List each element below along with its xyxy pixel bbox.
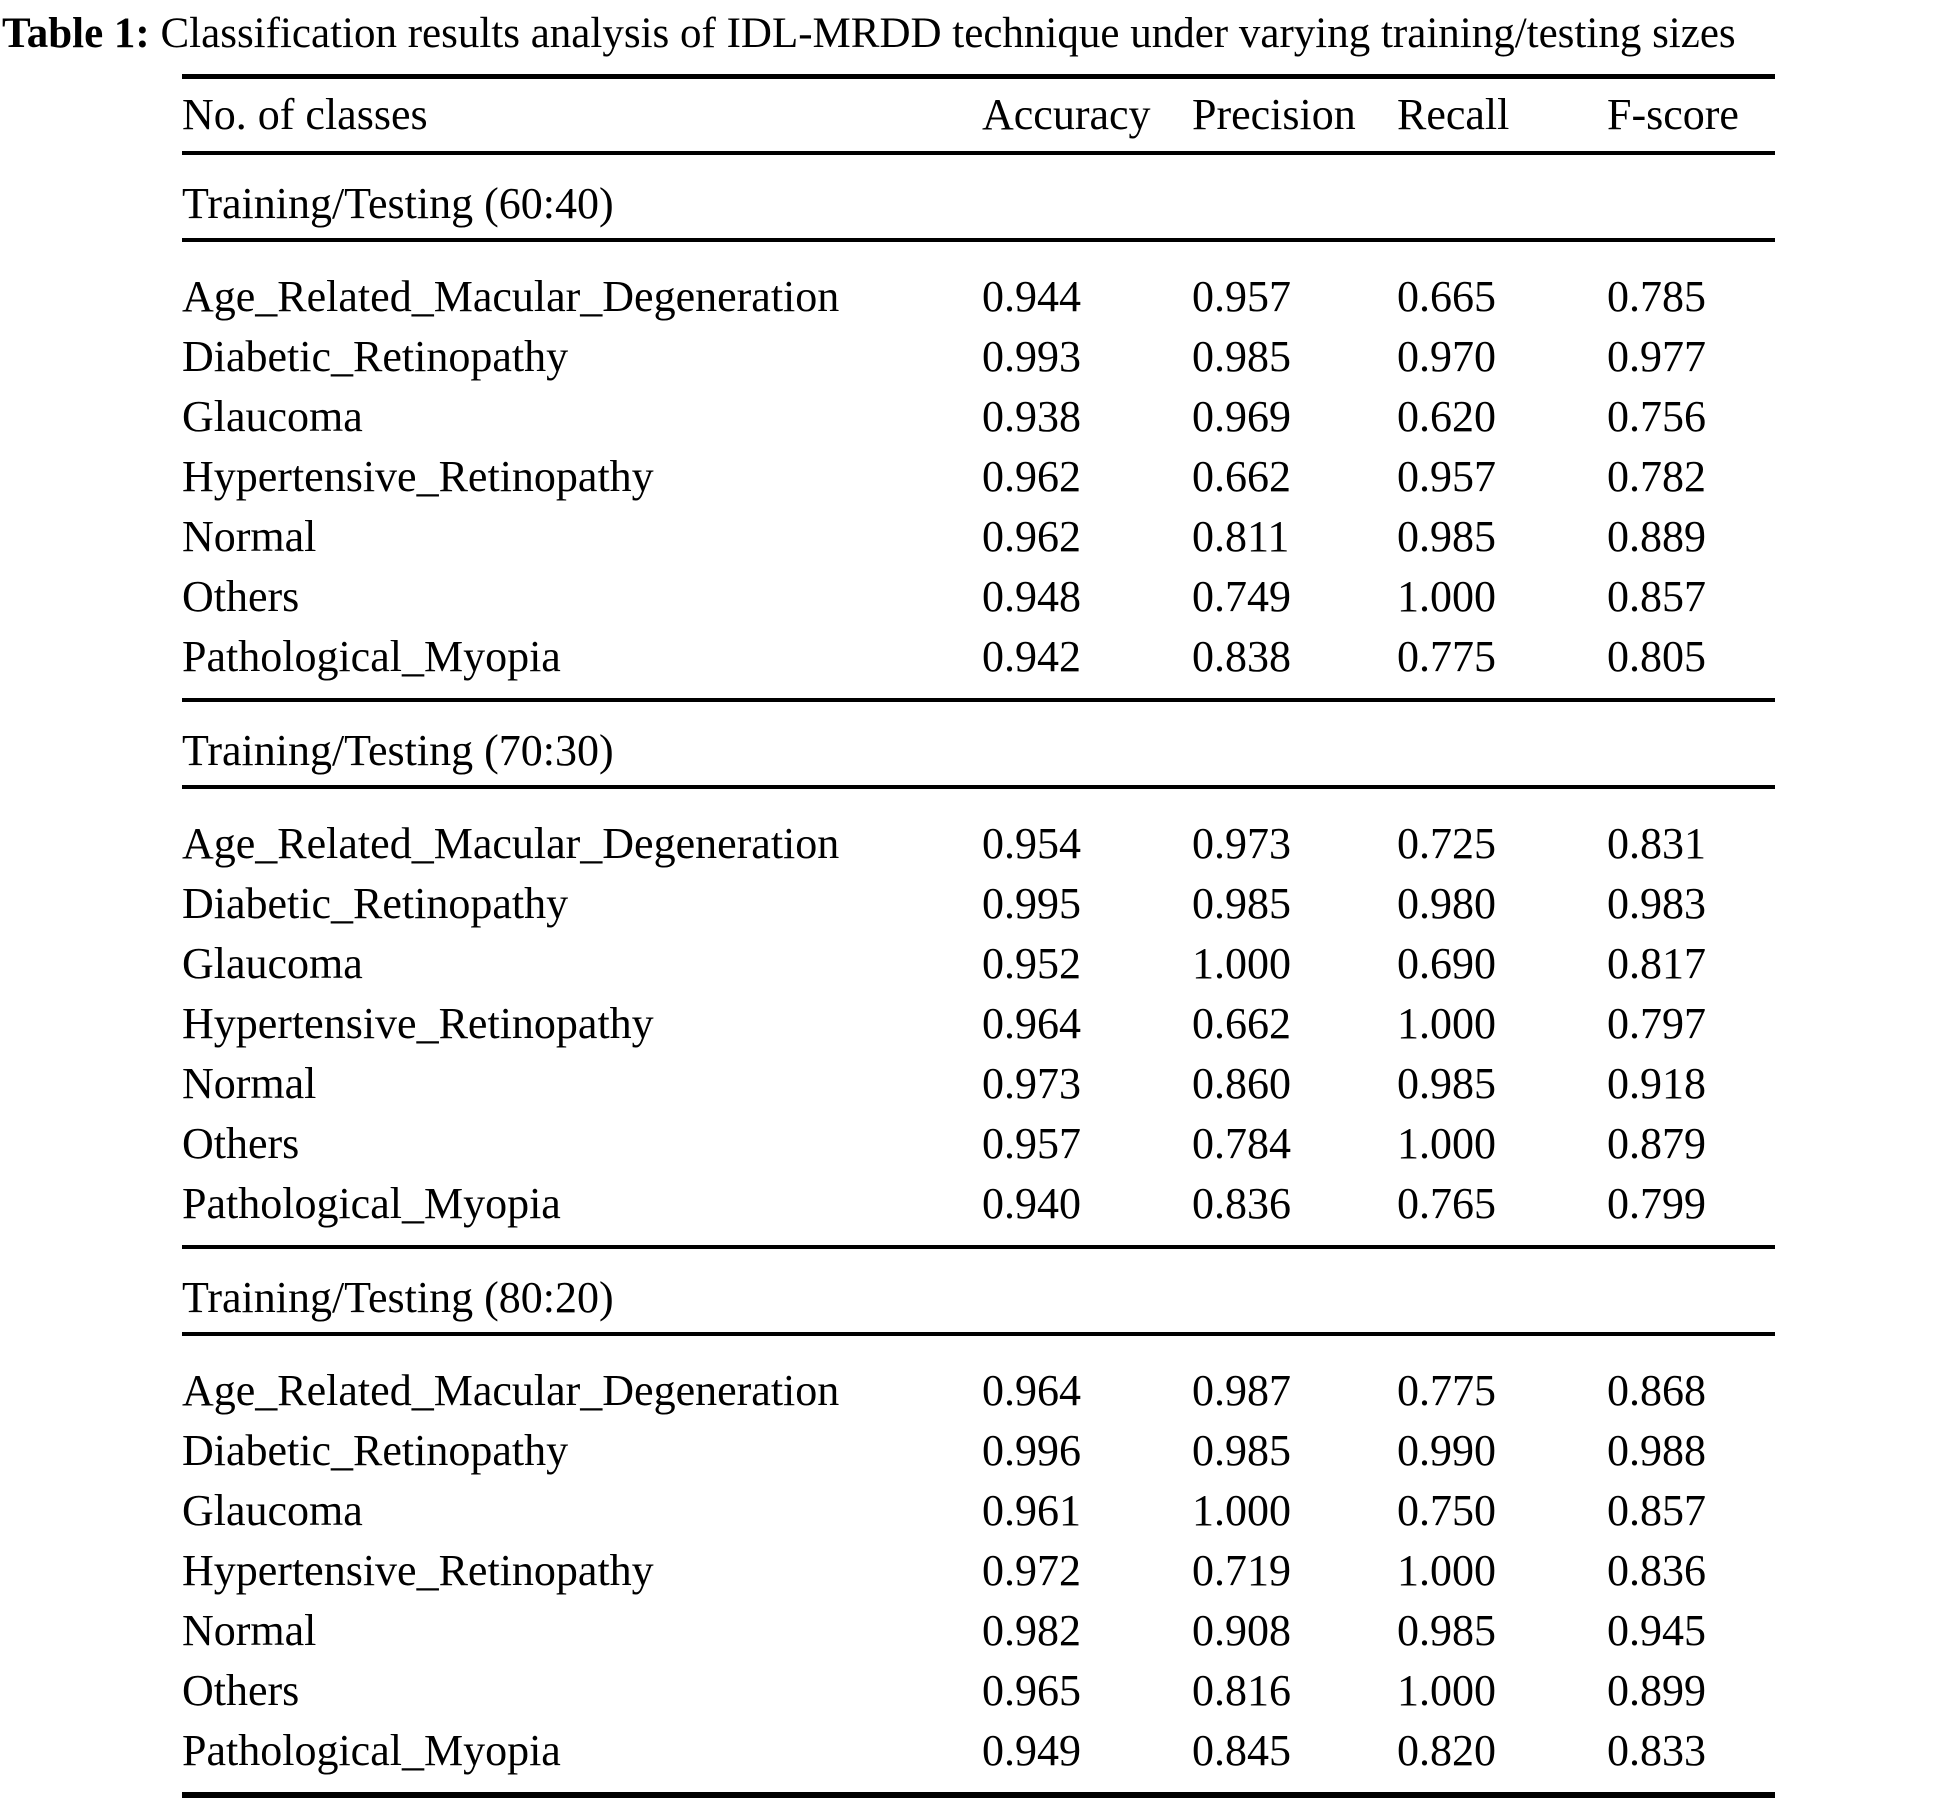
accuracy-cell: 0.940 [982, 1178, 1081, 1228]
recall-cell: 1.000 [1397, 1118, 1496, 1168]
fscore-cell: 0.857 [1607, 571, 1706, 621]
column-header-precision: Precision [1192, 76, 1397, 153]
accuracy-cell: 0.952 [982, 938, 1081, 988]
class-name-cell: Hypertensive_Retinopathy [182, 998, 654, 1048]
table-row [182, 934, 1775, 994]
accuracy-cell: 0.964 [982, 1365, 1081, 1415]
precision-cell: 0.985 [1192, 1425, 1291, 1475]
class-name-cell: Glaucoma [182, 1485, 363, 1535]
fscore-cell: 0.831 [1607, 818, 1706, 868]
fscore-cell: 0.879 [1607, 1118, 1706, 1168]
table-row [182, 787, 1775, 874]
class-name-cell: Others [182, 571, 300, 621]
precision-cell: 1.000 [1192, 938, 1291, 988]
accuracy-cell: 0.938 [982, 391, 1081, 441]
section-header-60-40: Training/Testing (60:40) [182, 153, 1775, 240]
table-caption-label: Table 1: [2, 10, 150, 57]
fscore-cell: 0.756 [1607, 391, 1706, 441]
accuracy-cell: 0.961 [982, 1485, 1081, 1535]
recall-cell: 0.665 [1397, 271, 1496, 321]
class-name-cell: Pathological_Myopia [182, 1178, 561, 1228]
precision-cell: 0.845 [1192, 1725, 1291, 1775]
precision-cell: 0.838 [1192, 631, 1291, 681]
fscore-cell: 0.988 [1607, 1425, 1706, 1475]
accuracy-cell: 0.962 [982, 451, 1081, 501]
recall-cell: 1.000 [1397, 571, 1496, 621]
precision-cell: 0.987 [1192, 1365, 1291, 1415]
precision-cell: 0.784 [1192, 1118, 1291, 1168]
accuracy-cell: 0.962 [982, 511, 1081, 561]
recall-cell: 0.820 [1397, 1725, 1496, 1775]
table-row [182, 1661, 1775, 1721]
class-name-cell: Others [182, 1118, 300, 1168]
fscore-cell: 0.797 [1607, 998, 1706, 1048]
fscore-cell: 0.785 [1607, 271, 1706, 321]
accuracy-cell: 0.957 [982, 1118, 1081, 1168]
class-name-cell: Diabetic_Retinopathy [182, 1425, 569, 1475]
accuracy-cell: 0.948 [982, 571, 1081, 621]
results-table [182, 74, 1775, 1798]
recall-cell: 0.620 [1397, 391, 1496, 441]
precision-cell: 0.662 [1192, 998, 1291, 1048]
precision-cell: 0.973 [1192, 818, 1291, 868]
class-name-cell: Glaucoma [182, 938, 363, 988]
accuracy-cell: 0.982 [982, 1605, 1081, 1655]
recall-cell: 0.980 [1397, 878, 1496, 928]
recall-cell: 0.725 [1397, 818, 1496, 868]
class-name-cell: Glaucoma [182, 391, 363, 441]
table-row [182, 327, 1775, 387]
accuracy-cell: 0.996 [982, 1425, 1081, 1475]
table-row [182, 1334, 1775, 1421]
table-row [182, 1421, 1775, 1481]
section-header-80-20: Training/Testing (80:20) [182, 1247, 1775, 1334]
class-name-cell: Hypertensive_Retinopathy [182, 451, 654, 501]
precision-cell: 0.719 [1192, 1545, 1291, 1595]
recall-cell: 0.775 [1397, 631, 1496, 681]
column-header-accuracy: Accuracy [982, 76, 1192, 153]
precision-cell: 0.816 [1192, 1665, 1291, 1715]
class-name-cell: Normal [182, 1605, 317, 1655]
recall-cell: 0.775 [1397, 1365, 1496, 1415]
fscore-cell: 0.836 [1607, 1545, 1706, 1595]
table-row [182, 240, 1775, 327]
fscore-cell: 0.889 [1607, 511, 1706, 561]
class-name-cell: Age_Related_Macular_Degeneration [182, 1365, 840, 1415]
recall-cell: 0.957 [1397, 451, 1496, 501]
class-name-cell: Hypertensive_Retinopathy [182, 1545, 654, 1595]
recall-cell: 0.985 [1397, 511, 1496, 561]
class-name-cell: Normal [182, 511, 317, 561]
accuracy-cell: 0.973 [982, 1058, 1081, 1108]
accuracy-cell: 0.995 [982, 878, 1081, 928]
class-name-cell: Age_Related_Macular_Degeneration [182, 271, 840, 321]
precision-cell: 0.908 [1192, 1605, 1291, 1655]
fscore-cell: 0.918 [1607, 1058, 1706, 1108]
precision-cell: 0.811 [1192, 511, 1290, 561]
accuracy-cell: 0.944 [982, 271, 1081, 321]
fscore-cell: 0.782 [1607, 451, 1706, 501]
table-row [182, 567, 1775, 627]
table-row [182, 1481, 1775, 1541]
table-row [182, 874, 1775, 934]
column-header-fscore: F-score [1607, 76, 1775, 153]
table-row [182, 1054, 1775, 1114]
recall-cell: 1.000 [1397, 998, 1496, 1048]
accuracy-cell: 0.949 [982, 1725, 1081, 1775]
column-header-recall: Recall [1397, 76, 1607, 153]
class-name-cell: Normal [182, 1058, 317, 1108]
fscore-cell: 0.805 [1607, 631, 1706, 681]
accuracy-cell: 0.993 [982, 331, 1081, 381]
table-caption [2, 6, 1950, 62]
fscore-cell: 0.983 [1607, 878, 1706, 928]
class-name-cell: Diabetic_Retinopathy [182, 331, 569, 381]
accuracy-cell: 0.964 [982, 998, 1081, 1048]
section-header-row-60-40 [182, 153, 1775, 240]
table-row [182, 1601, 1775, 1661]
precision-cell: 0.662 [1192, 451, 1291, 501]
fscore-cell: 0.817 [1607, 938, 1706, 988]
class-name-cell: Others [182, 1665, 300, 1715]
class-name-cell: Pathological_Myopia [182, 631, 561, 681]
fscore-cell: 0.945 [1607, 1605, 1706, 1655]
recall-cell: 0.765 [1397, 1178, 1496, 1228]
fscore-cell: 0.977 [1607, 331, 1706, 381]
accuracy-cell: 0.972 [982, 1545, 1081, 1595]
class-name-cell: Diabetic_Retinopathy [182, 878, 569, 928]
recall-cell: 0.750 [1397, 1485, 1496, 1535]
section-header-70-30: Training/Testing (70:30) [182, 700, 1775, 787]
class-name-cell: Age_Related_Macular_Degeneration [182, 818, 840, 868]
table-row [182, 1541, 1775, 1601]
precision-cell: 0.749 [1192, 571, 1291, 621]
class-name-cell: Pathological_Myopia [182, 1725, 561, 1775]
column-header-row [182, 76, 1775, 153]
column-header-classes: No. of classes [182, 76, 982, 153]
fscore-cell: 0.799 [1607, 1178, 1706, 1228]
section-header-row-70-30 [182, 700, 1775, 787]
table-row [182, 1114, 1775, 1174]
table-row [182, 447, 1775, 507]
fscore-cell: 0.857 [1607, 1485, 1706, 1535]
precision-cell: 0.957 [1192, 271, 1291, 321]
recall-cell: 0.985 [1397, 1605, 1496, 1655]
section-header-row-80-20 [182, 1247, 1775, 1334]
table-row [182, 387, 1775, 447]
accuracy-cell: 0.954 [982, 818, 1081, 868]
table-row [182, 994, 1775, 1054]
recall-cell: 0.970 [1397, 331, 1496, 381]
recall-cell: 0.690 [1397, 938, 1496, 988]
table-caption-text: Classification results analysis of IDL-MRDD technique under varying training/testing sizes [149, 10, 1736, 57]
table-row [182, 507, 1775, 567]
table-row [182, 627, 1775, 700]
recall-cell: 0.990 [1397, 1425, 1496, 1475]
precision-cell: 0.985 [1192, 331, 1291, 381]
accuracy-cell: 0.942 [982, 631, 1081, 681]
fscore-cell: 0.833 [1607, 1725, 1706, 1775]
precision-cell: 0.985 [1192, 878, 1291, 928]
fscore-cell: 0.899 [1607, 1665, 1706, 1715]
precision-cell: 0.860 [1192, 1058, 1291, 1108]
precision-cell: 0.836 [1192, 1178, 1291, 1228]
table-row [182, 1174, 1775, 1247]
recall-cell: 1.000 [1397, 1665, 1496, 1715]
fscore-cell: 0.868 [1607, 1365, 1706, 1415]
recall-cell: 0.985 [1397, 1058, 1496, 1108]
accuracy-cell: 0.965 [982, 1665, 1081, 1715]
recall-cell: 1.000 [1397, 1545, 1496, 1595]
precision-cell: 1.000 [1192, 1485, 1291, 1535]
precision-cell: 0.969 [1192, 391, 1291, 441]
table-row [182, 1721, 1775, 1795]
